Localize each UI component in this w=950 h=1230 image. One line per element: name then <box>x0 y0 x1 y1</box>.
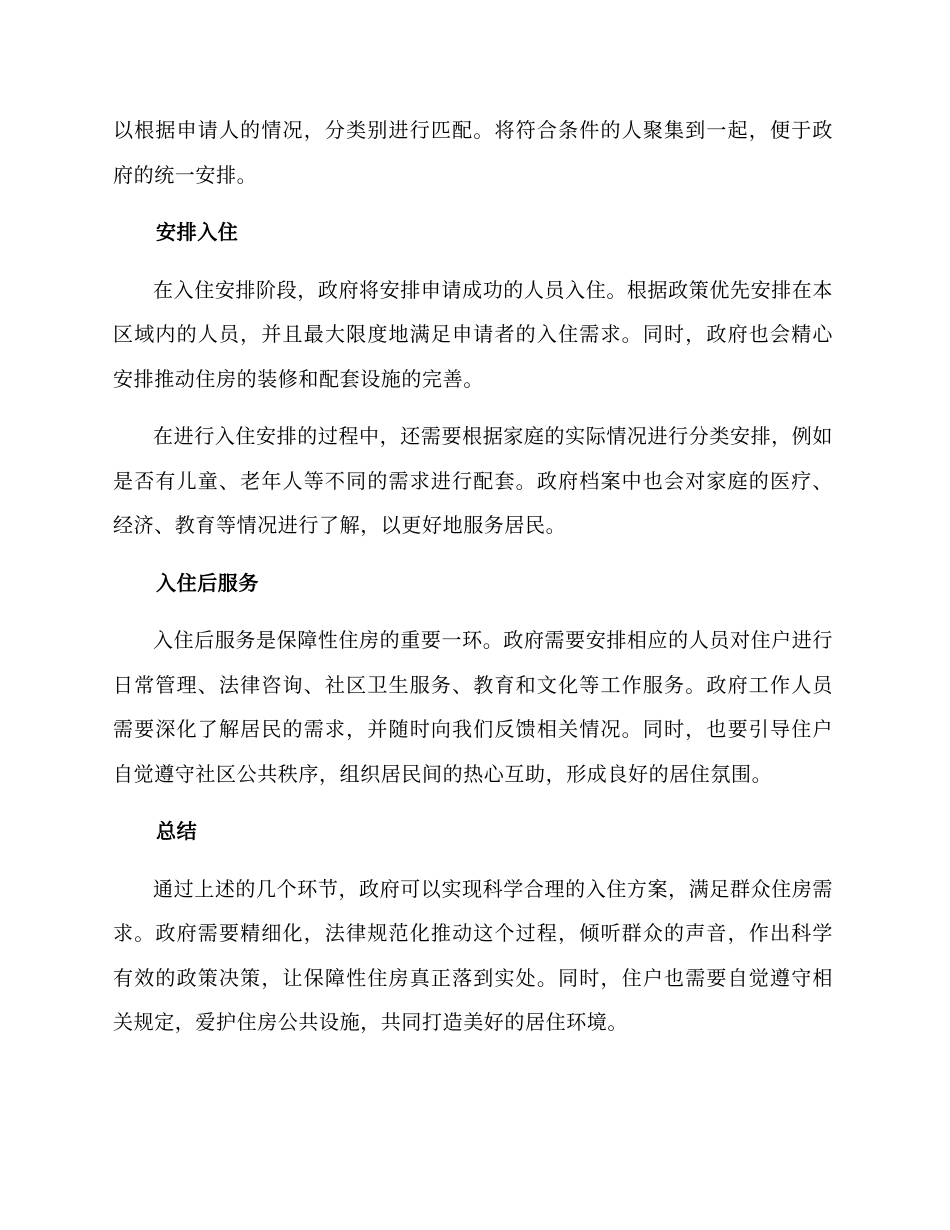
section-heading-move-in: 安排入住 <box>156 220 239 244</box>
paragraph-move-in-1: 在入住安排阶段，政府将安排申请成功的人员入住。根据政策优先安排在本区域内的人员，并且最大限度地满足申请者的入住需求。同时，政府也会精心安排推动住房的装修和配套设施的完善。 <box>113 277 833 391</box>
section-heading-summary: 总结 <box>156 819 198 843</box>
paragraph-intro-continued: 以根据申请人的情况，分类别进行匹配。将符合条件的人聚集到一起，便于政府的统一安排。 <box>113 118 833 187</box>
paragraph-summary-1: 通过上述的几个环节，政府可以实现科学合理的入住方案，满足群众住房需求。政府需要精细化，法律规范化推动这个过程，倾听群众的声音，作出科学有效的政策决策，让保障性住房真正落到实处。同时，住户也需要自觉遵守相关规定，爱护住房公共设施，共同打造美好的居住环境。 <box>113 876 833 1034</box>
document-body <box>113 108 833 1045</box>
paragraph-move-in-2: 在进行入住安排的过程中，还需要根据家庭的实际情况进行分类安排，例如是否有儿童、老年人等不同的需求进行配套。政府档案中也会对家庭的医疗、经济、教育等情况进行了解，以更好地服务居民。 <box>113 424 833 537</box>
section-heading-after-service: 入住后服务 <box>156 570 259 595</box>
paragraph-after-service-1: 入住后服务是保障性住房的重要一环。政府需要安排相应的人员对住户进行日常管理、法律咨询、社区卫生服务、教育和文化等工作服务。政府工作人员需要深化了解居民的需求，并随时向我们反馈相关情况。同时，也要引导住户自觉遵守社区公共秩序，组织居民间的热心互助，形成良好的居住氛围。 <box>113 628 833 786</box>
